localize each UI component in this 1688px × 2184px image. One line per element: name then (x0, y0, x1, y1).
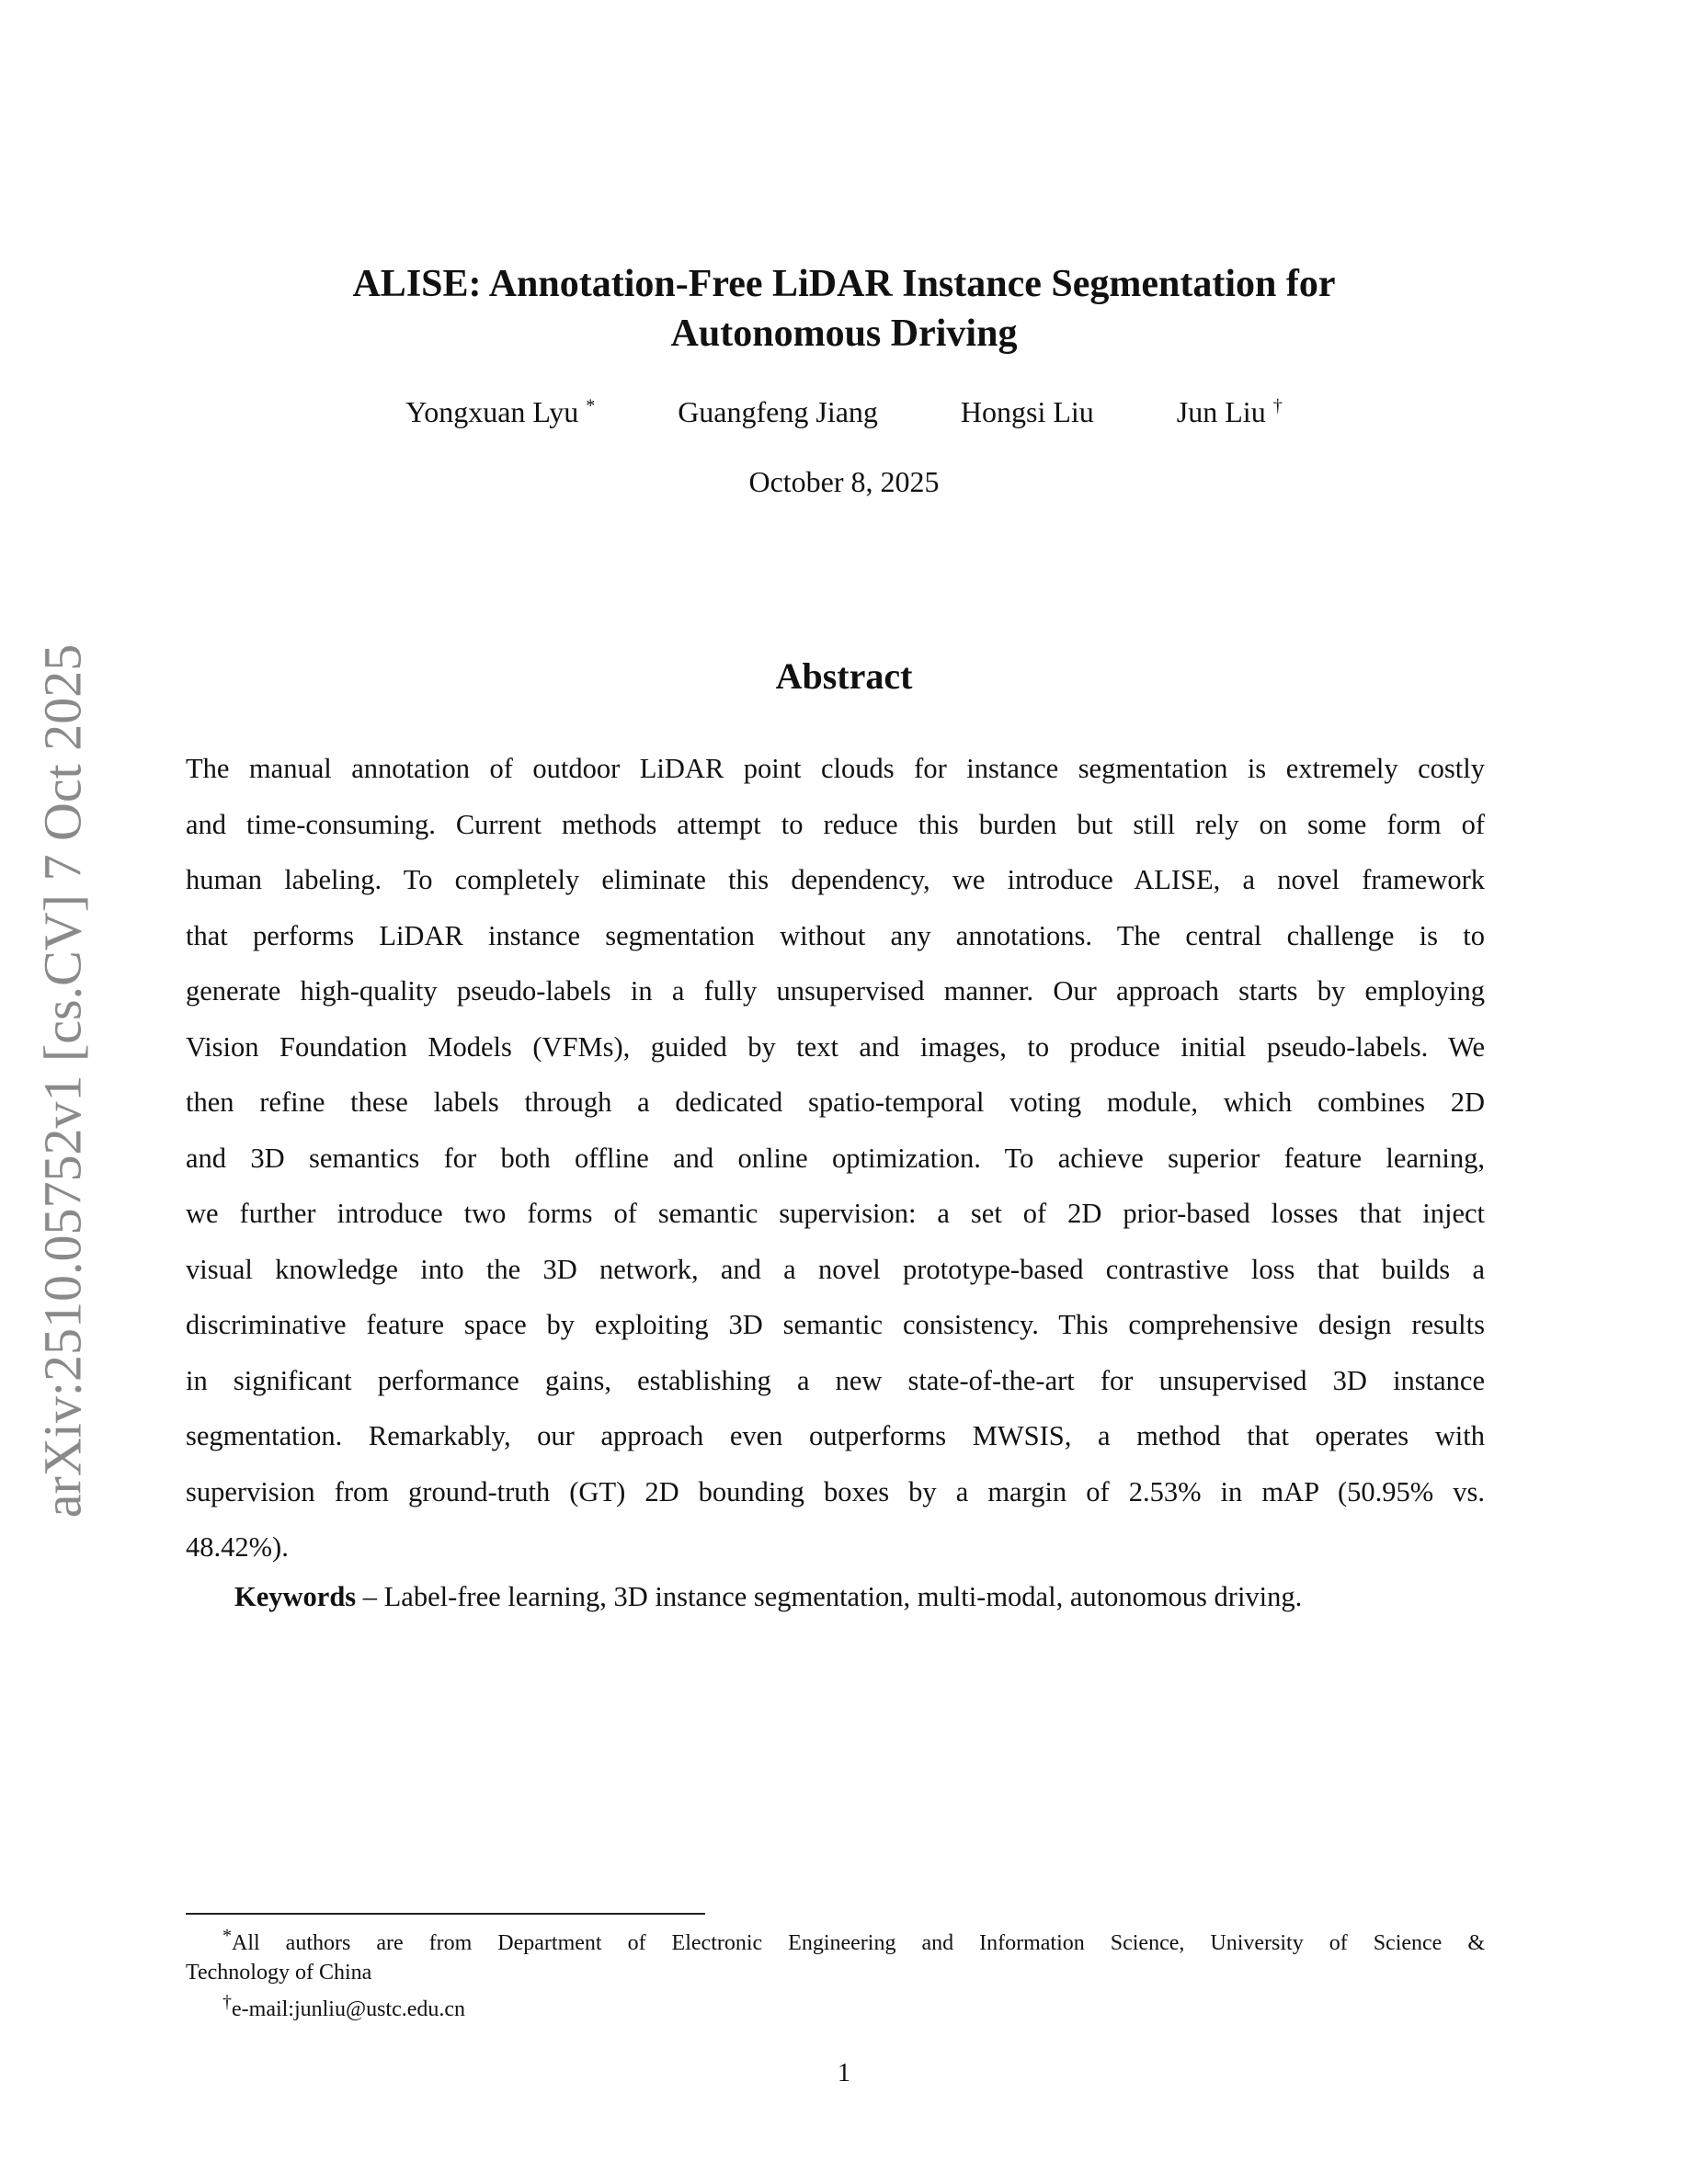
author-mark: * (586, 395, 596, 416)
author-name: Jun Liu (1176, 395, 1266, 428)
footnote-mark: * (222, 1926, 232, 1946)
arxiv-stamp: arXiv:2510.05752v1 [cs.CV] 7 Oct 2025 (32, 643, 93, 1519)
footnote-affiliation (186, 1921, 1485, 1958)
abstract-line: and time-consuming. Current methods attempt to reduce this burden but still rely on some form of (186, 808, 1485, 840)
keywords-text: – Label-free learning, 3D instance segmentation, multi-modal, autonomous driving. (356, 1581, 1303, 1612)
paper-title (0, 259, 1688, 358)
footnote-text: Technology of China (186, 1961, 372, 1985)
abstract-line: generate high-quality pseudo-labels in a fully unsupervised manner. Our approach starts by employing (186, 975, 1485, 1007)
author (1177, 395, 1283, 429)
abstract-line: The manual annotation of outdoor LiDAR point clouds for instance segmentation is extremely costly (186, 753, 1485, 784)
abstract-line: and 3D semantics for both offline and online optimization. To achieve superior feature learning, (186, 1142, 1485, 1174)
keywords (234, 1581, 1302, 1613)
footnote-rule (186, 1913, 705, 1915)
title-line: Autonomous Driving (670, 313, 1018, 355)
abstract-line: we further introduce two forms of semantic supervision: a set of 2D prior-based losses that inject (186, 1198, 1485, 1229)
abstract-line: human labeling. To completely eliminate this dependency, we introduce ALISE, a novel framework (186, 864, 1485, 895)
abstract-heading: Abstract (775, 655, 913, 697)
abstract-line: Vision Foundation Models (VFMs), guided by text and images, to produce initial pseudo-labels. We (186, 1030, 1485, 1063)
date: October 8, 2025 (748, 465, 940, 498)
abstract-line: that performs LiDAR instance segmentation without any annotations. The central challenge is to (186, 919, 1485, 951)
keywords-label: Keywords (234, 1581, 357, 1612)
abstract-line: supervision from ground-truth (GT) 2D bounding boxes by a margin of 2.53% in mAP (50.95% vs. (186, 1475, 1485, 1507)
abstract-line: in significant performance gains, establishing a new state-of-the-art for unsupervised 3D instance (186, 1364, 1485, 1396)
abstract-line: 48.42%). (186, 1531, 289, 1563)
footnote-mark: † (222, 1992, 232, 2012)
footnotes (186, 1921, 1485, 2024)
abstract-line: then refine these labels through a dedicated spatio-temporal voting module, which combines 2D (186, 1086, 1485, 1118)
footnote-text: e-mail:junliu@ustc.edu.cn (232, 1997, 466, 2021)
author (405, 395, 595, 429)
abstract-body (186, 745, 1485, 1579)
page-number: 1 (838, 2059, 850, 2087)
author-name: Guangfeng Jiang (678, 395, 878, 428)
abstract-line: discriminative feature space by exploiting 3D semantic consistency. This comprehensive design results (186, 1309, 1485, 1340)
author (678, 395, 878, 429)
footnote-text: All authors are from Department of Electronic Engineering and Information Science, University of Science & (232, 1931, 1485, 1955)
author-name: Hongsi Liu (960, 395, 1094, 428)
author (961, 395, 1094, 429)
abstract-line: segmentation. Remarkably, our approach even outperforms MWSIS, a method that operates with (186, 1420, 1485, 1451)
author-name: Yongxuan Lyu (405, 395, 579, 428)
abstract-line: visual knowledge into the 3D network, and a novel prototype-based contrastive loss that builds a (186, 1253, 1485, 1285)
title-line: ALISE: Annotation-Free LiDAR Instance Segmentation for (352, 263, 1336, 305)
author-list (0, 395, 1688, 429)
author-mark: † (1272, 395, 1283, 416)
footnote-email (186, 1987, 1485, 2024)
